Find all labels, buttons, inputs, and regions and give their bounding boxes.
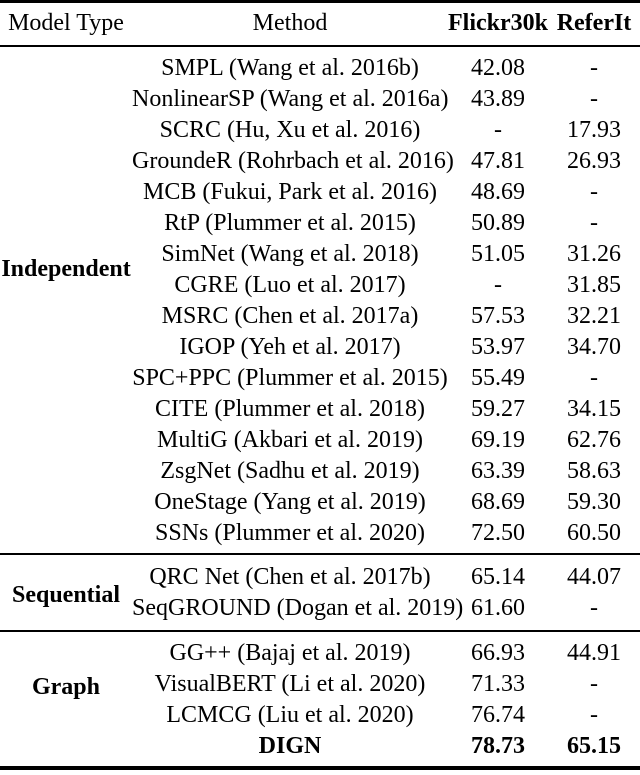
table-row xyxy=(0,554,640,593)
referit-score-cell: - xyxy=(590,364,598,391)
model-type-label: Sequential xyxy=(11,582,121,608)
flickr30k-score-cell: 69.19 xyxy=(471,426,525,453)
model-type-cell xyxy=(0,554,132,631)
referit-score-cell: - xyxy=(590,594,598,621)
table-row xyxy=(0,631,640,669)
header-flickr30k: Flickr30k xyxy=(448,2,548,46)
model-type-cell xyxy=(0,46,132,554)
method-cell: LCMCG (Liu et al. 2020) xyxy=(166,701,414,728)
referit-score-cell: 44.91 xyxy=(567,639,621,666)
referit-score-cell: 31.26 xyxy=(567,240,621,267)
referit-score-cell: 31.85 xyxy=(567,271,621,298)
method-cell: GG++ (Bajaj et al. 2019) xyxy=(169,639,411,666)
method-cell: SimNet (Wang et al. 2018) xyxy=(161,240,419,267)
referit-score-cell: - xyxy=(590,209,598,236)
flickr30k-score-cell: - xyxy=(494,116,502,143)
flickr30k-score-cell: 72.50 xyxy=(471,519,525,546)
referit-score-cell: 65.15 xyxy=(567,732,621,759)
referit-score-cell: - xyxy=(590,85,598,112)
flickr30k-score-cell: - xyxy=(494,271,502,298)
referit-score-cell: - xyxy=(590,670,598,697)
method-cell: SeqGROUND (Dogan et al. 2019) xyxy=(132,594,464,621)
method-cell: CGRE (Luo et al. 2017) xyxy=(174,271,406,298)
table-header-row xyxy=(0,2,640,46)
referit-score-cell: 44.07 xyxy=(567,563,621,590)
method-cell: NonlinearSP (Wang et al. 2016a) xyxy=(132,85,449,112)
flickr30k-score-cell: 65.14 xyxy=(471,563,525,590)
method-cell: CITE (Plummer et al. 2018) xyxy=(155,395,425,422)
flickr30k-score-cell: 63.39 xyxy=(471,457,525,484)
model-type-label: Graph xyxy=(31,674,100,700)
method-cell: QRC Net (Chen et al. 2017b) xyxy=(149,563,431,590)
method-cell: IGOP (Yeh et al. 2017) xyxy=(179,333,401,360)
section-independent xyxy=(0,46,640,554)
table-row xyxy=(0,46,640,84)
referit-score-cell: 58.63 xyxy=(567,457,621,484)
referit-score-cell: - xyxy=(590,54,598,81)
method-cell: OneStage (Yang et al. 2019) xyxy=(154,488,426,515)
method-cell: SPC+PPC (Plummer et al. 2015) xyxy=(132,364,448,391)
flickr30k-score-cell: 51.05 xyxy=(471,240,525,267)
referit-score-cell: 62.76 xyxy=(567,426,621,453)
flickr30k-score-cell: 53.97 xyxy=(471,333,525,360)
referit-score-cell: 59.30 xyxy=(567,488,621,515)
flickr30k-score-cell: 61.60 xyxy=(471,594,525,621)
flickr30k-score-cell: 71.33 xyxy=(471,670,525,697)
method-cell: RtP (Plummer et al. 2015) xyxy=(164,209,416,236)
referit-score-cell: 32.21 xyxy=(567,302,621,329)
flickr30k-score-cell: 47.81 xyxy=(471,147,525,174)
flickr30k-score-cell: 57.53 xyxy=(471,302,525,329)
referit-score-cell: 60.50 xyxy=(567,519,621,546)
method-cell: MultiG (Akbari et al. 2019) xyxy=(157,426,423,453)
referit-score-cell: 34.15 xyxy=(567,395,621,422)
referit-score-cell: 17.93 xyxy=(567,116,621,143)
method-cell: MSRC (Chen et al. 2017a) xyxy=(161,302,419,329)
referit-score-cell: - xyxy=(590,178,598,205)
flickr30k-score-cell: 43.89 xyxy=(471,85,525,112)
flickr30k-score-cell: 55.49 xyxy=(471,364,525,391)
header-method: Method xyxy=(132,2,448,46)
referit-score-cell: 26.93 xyxy=(567,147,621,174)
method-cell: VisualBERT (Li et al. 2020) xyxy=(154,670,426,697)
model-type-label: Independent xyxy=(1,256,131,282)
method-cell: SSNs (Plummer et al. 2020) xyxy=(155,519,425,546)
method-cell: SCRC (Hu, Xu et al. 2016) xyxy=(159,116,421,143)
model-type-cell xyxy=(0,631,132,768)
flickr30k-score-cell: 66.93 xyxy=(471,639,525,666)
method-cell: SMPL (Wang et al. 2016b) xyxy=(161,54,419,81)
flickr30k-score-cell: 76.74 xyxy=(471,701,525,728)
method-cell: ZsgNet (Sadhu et al. 2019) xyxy=(160,457,420,484)
flickr30k-score-cell: 48.69 xyxy=(471,178,525,205)
flickr30k-score-cell: 42.08 xyxy=(471,54,525,81)
flickr30k-score-cell: 50.89 xyxy=(471,209,525,236)
flickr30k-score-cell: 59.27 xyxy=(471,395,525,422)
method-cell: DIGN xyxy=(258,732,322,759)
section-sequential xyxy=(0,554,640,631)
referit-score-cell: - xyxy=(590,701,598,728)
referit-score-cell: 34.70 xyxy=(567,333,621,360)
flickr30k-score-cell: 68.69 xyxy=(471,488,525,515)
method-cell: MCB (Fukui, Park et al. 2016) xyxy=(143,178,437,205)
header-referit: ReferIt xyxy=(548,2,640,46)
flickr30k-score-cell: 78.73 xyxy=(471,732,525,759)
header-model-type: Model Type xyxy=(0,2,132,46)
section-graph xyxy=(0,631,640,768)
method-cell: GroundeR (Rohrbach et al. 2016) xyxy=(132,147,454,174)
